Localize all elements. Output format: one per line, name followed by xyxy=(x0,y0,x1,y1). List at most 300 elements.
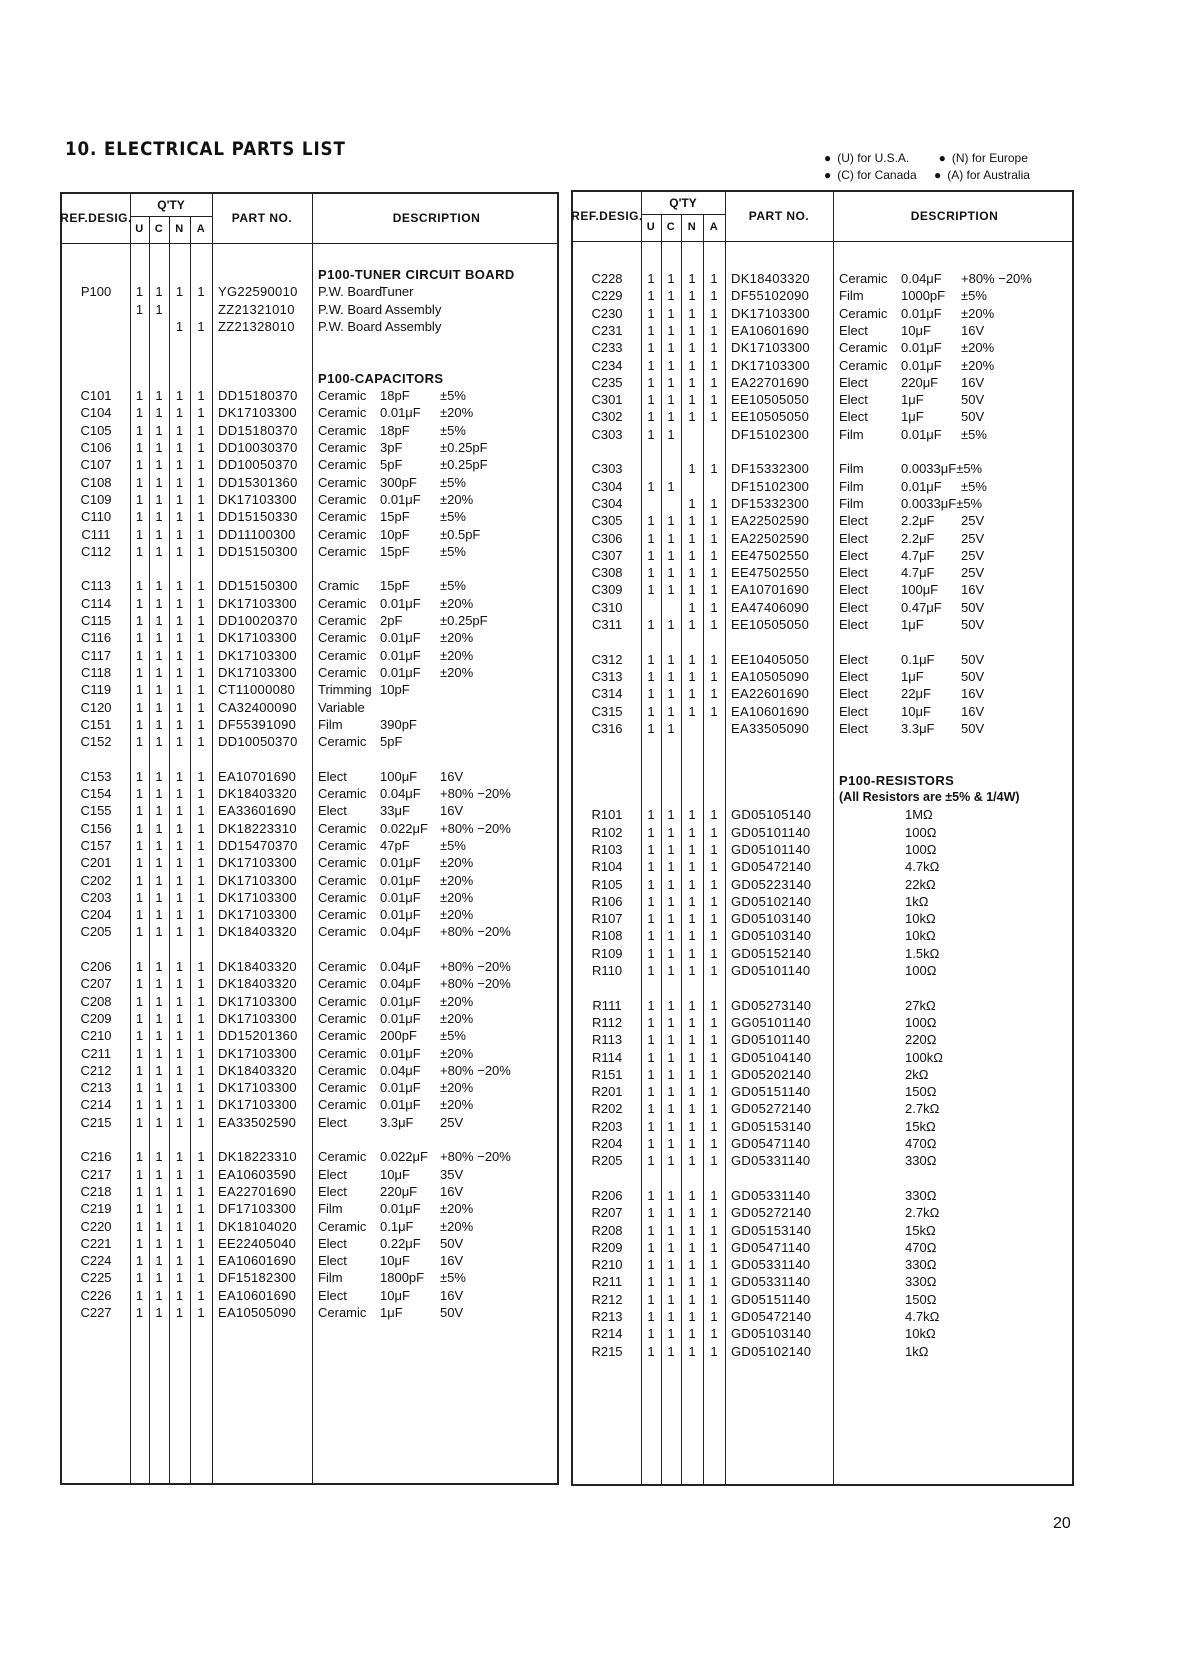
header-ref-line2: DESIG. xyxy=(599,209,643,223)
ref-desig: R111 xyxy=(592,997,622,1013)
qty-a: 1 xyxy=(197,1149,205,1165)
part-value: 0.1μF xyxy=(901,651,935,667)
table-row xyxy=(573,495,1072,512)
qty-n: 1 xyxy=(175,1253,184,1269)
header-c: C xyxy=(154,223,164,235)
part-number: DD10050370 xyxy=(218,457,298,473)
qty-n: 1 xyxy=(175,1080,184,1096)
part-value: 0.04μF xyxy=(901,271,942,286)
qty-u: 1 xyxy=(647,478,655,494)
qty-u: 1 xyxy=(647,617,655,632)
ref-desig: R214 xyxy=(591,1326,623,1342)
part-number: EE10505050 xyxy=(731,392,810,408)
table-row xyxy=(62,404,557,421)
part-value: 0.01μF xyxy=(380,595,421,611)
part-number: EE47502550 xyxy=(731,565,810,581)
qty-u: 1 xyxy=(647,963,655,978)
part-value: 0.01μF xyxy=(901,340,942,356)
qty-n: 1 xyxy=(175,440,184,455)
ref-desig: C233 xyxy=(591,340,623,356)
qty-u: 1 xyxy=(135,1235,144,1251)
ref-desig: C220 xyxy=(80,1218,112,1234)
part-value: 10μF xyxy=(901,322,931,338)
ref-desig: C308 xyxy=(591,565,623,581)
part-number: GD05471140 xyxy=(731,1239,811,1255)
qty-n: 1 xyxy=(175,1149,184,1165)
qty-c: 1 xyxy=(667,565,675,581)
table-row xyxy=(62,923,557,940)
part-type: Ceramic xyxy=(318,543,367,559)
qty-u: 1 xyxy=(647,841,655,857)
qty-u: 1 xyxy=(647,1239,655,1255)
part-type: Ceramic xyxy=(318,1080,367,1096)
part-type: Elect xyxy=(839,513,868,529)
table-row xyxy=(573,512,1072,529)
part-value: Tuner xyxy=(380,284,414,300)
qty-n: 1 xyxy=(688,599,696,615)
part-value: 0.01μF xyxy=(380,630,421,646)
qty-n: 1 xyxy=(688,807,696,823)
table-row xyxy=(62,422,557,439)
part-number: GD05101140 xyxy=(731,824,811,840)
qty-a: 1 xyxy=(197,474,205,490)
legend-usa: (U) for U.S.A. xyxy=(837,151,910,165)
part-number: DK17103300 xyxy=(218,855,297,871)
part-rating: 16V xyxy=(961,686,985,702)
qty-a: 1 xyxy=(710,1032,718,1048)
part-type: P.W. Board Assembly xyxy=(318,301,442,317)
qty-n: 1 xyxy=(688,1274,696,1290)
ref-desig: R207 xyxy=(591,1205,623,1221)
part-number: GD05153140 xyxy=(731,1222,812,1238)
part-rating: ±20% xyxy=(440,1218,474,1234)
part-number: GD05102140 xyxy=(731,1343,812,1359)
ref-desig: C154 xyxy=(80,786,112,801)
qty-a: 1 xyxy=(197,786,205,801)
qty-a: 1 xyxy=(710,703,718,719)
table-row xyxy=(62,802,557,819)
part-value: 0.0033μF±5% xyxy=(901,461,983,477)
part-rating: 50V xyxy=(961,668,985,684)
part-type: Elect xyxy=(318,1183,347,1199)
qty-n: 1 xyxy=(175,543,184,559)
qty-a: 1 xyxy=(710,461,718,477)
part-type: Elect xyxy=(839,703,868,719)
part-rating: 50V xyxy=(440,1235,464,1251)
ref-desig: C309 xyxy=(591,582,623,598)
header-part-no: PART NO. xyxy=(231,211,293,225)
qty-u: 1 xyxy=(647,1309,655,1324)
part-value: 0.01μF xyxy=(380,1045,421,1061)
part-type: Elect xyxy=(318,768,347,784)
qty-a: 1 xyxy=(197,509,205,525)
table-row xyxy=(573,391,1072,408)
qty-n: 1 xyxy=(175,526,184,542)
part-value: 0.01μF xyxy=(901,357,942,373)
ref-desig: R108 xyxy=(591,928,623,944)
part-rating: 25V xyxy=(961,513,985,529)
table-row xyxy=(62,318,557,335)
qty-c: 1 xyxy=(667,686,675,702)
qty-u: 1 xyxy=(135,682,144,698)
qty-n: 1 xyxy=(688,1032,696,1048)
qty-c: 1 xyxy=(667,340,675,356)
qty-c: 1 xyxy=(667,1136,675,1151)
qty-c: 1 xyxy=(155,786,163,801)
qty-c: 1 xyxy=(667,1032,675,1048)
qty-n: 1 xyxy=(688,305,696,321)
qty-n: 1 xyxy=(688,1118,696,1134)
qty-a: 1 xyxy=(197,1062,205,1078)
qty-u: 1 xyxy=(135,734,144,750)
qty-a: 1 xyxy=(197,1183,205,1199)
table-row xyxy=(62,1027,557,1044)
qty-a: 1 xyxy=(710,963,718,978)
part-number: GD05103140 xyxy=(731,1326,812,1342)
ref-desig: C208 xyxy=(80,993,112,1009)
qty-n: 1 xyxy=(688,1257,696,1273)
qty-c: 1 xyxy=(155,993,163,1009)
qty-n: 1 xyxy=(175,716,184,732)
table-row xyxy=(62,1114,557,1131)
part-number: DK18223310 xyxy=(218,1149,297,1165)
qty-u: 1 xyxy=(647,1014,655,1030)
ref-desig: C219 xyxy=(80,1201,112,1217)
part-rating: ±5% xyxy=(440,578,466,594)
qty-c: 1 xyxy=(155,578,163,594)
part-type: Ceramic xyxy=(318,976,367,992)
ref-desig: C315 xyxy=(591,703,623,719)
qty-a: 1 xyxy=(197,543,205,559)
part-rating: ±20% xyxy=(440,907,474,923)
part-number: GD05202140 xyxy=(731,1066,812,1082)
table-row xyxy=(62,906,557,923)
qty-u: 1 xyxy=(135,509,144,525)
part-number: GD05153140 xyxy=(731,1118,812,1134)
part-number: GD05101140 xyxy=(731,1032,811,1048)
ref-desig: C115 xyxy=(80,613,112,628)
table-row xyxy=(62,993,557,1010)
part-type: Elect xyxy=(839,668,868,684)
qty-n: 1 xyxy=(688,1153,696,1169)
part-rating: 50V xyxy=(961,599,985,615)
part-rating: ±0.25pF xyxy=(440,440,488,455)
qty-c: 1 xyxy=(155,440,163,455)
part-type: Ceramic xyxy=(318,959,367,974)
ref-desig: R202 xyxy=(591,1101,623,1117)
qty-n: 1 xyxy=(688,1326,696,1342)
qty-a: 1 xyxy=(710,1326,718,1342)
part-value: 0.022μF xyxy=(380,820,428,836)
resistance-value: 100Ω xyxy=(905,963,937,978)
part-rating: ±5% xyxy=(961,288,987,304)
header-description: DESCRIPTION xyxy=(910,209,999,223)
part-value: 0.01μF xyxy=(380,491,421,507)
part-value: 0.04μF xyxy=(380,924,421,940)
part-number: GD05104140 xyxy=(731,1049,812,1065)
qty-u: 1 xyxy=(135,664,144,680)
qty-c: 1 xyxy=(155,647,163,663)
qty-a: 1 xyxy=(710,409,718,425)
qty-u: 1 xyxy=(647,928,655,944)
part-number: DK17103300 xyxy=(731,305,810,321)
qty-u: 1 xyxy=(135,786,144,801)
header-a: A xyxy=(196,223,206,235)
resistance-value: 100kΩ xyxy=(905,1049,943,1065)
ref-desig: C218 xyxy=(80,1183,112,1199)
table-row xyxy=(573,1049,1072,1066)
part-type: Ceramic xyxy=(318,457,367,473)
table-row xyxy=(573,703,1072,720)
ref-desig: C229 xyxy=(591,288,623,304)
ref-desig: R114 xyxy=(591,1049,623,1065)
qty-a: 1 xyxy=(197,1253,205,1269)
part-value: 0.01μF xyxy=(380,855,421,871)
qty-c: 1 xyxy=(667,305,675,321)
qty-c: 1 xyxy=(667,1205,675,1221)
part-number: GD05103140 xyxy=(731,911,812,927)
qty-u: 1 xyxy=(135,1201,144,1217)
qty-c: 1 xyxy=(155,543,163,559)
qty-a: 1 xyxy=(197,1218,205,1234)
qty-c: 1 xyxy=(667,859,675,875)
qty-c: 1 xyxy=(667,928,675,944)
part-type: Elect xyxy=(839,582,868,598)
qty-n: 1 xyxy=(688,1049,696,1065)
ref-desig: C313 xyxy=(591,668,623,684)
qty-n: 1 xyxy=(175,491,184,507)
part-type: Ceramic xyxy=(318,509,367,525)
part-value: 0.01μF xyxy=(901,426,942,442)
qty-c: 1 xyxy=(667,1222,675,1238)
qty-a: 1 xyxy=(710,668,718,684)
part-type: Ceramic xyxy=(318,526,367,542)
section-heading: P100-TUNER CIRCUIT BOARD xyxy=(318,267,515,282)
qty-u: 1 xyxy=(135,440,144,455)
part-value: 10μF xyxy=(901,703,931,719)
qty-u: 1 xyxy=(647,807,655,823)
qty-u: 1 xyxy=(647,1136,655,1151)
table-row xyxy=(62,768,557,785)
qty-a: 1 xyxy=(197,664,205,680)
part-value: 2.2μF xyxy=(901,530,935,546)
part-type: Elect xyxy=(318,1235,347,1251)
qty-u: 1 xyxy=(135,803,144,819)
qty-u: 1 xyxy=(647,340,655,356)
part-number: DK17103300 xyxy=(218,1010,297,1026)
resistance-value: 220Ω xyxy=(905,1032,937,1048)
ref-desig: R106 xyxy=(591,893,623,909)
part-number: DK17103300 xyxy=(218,889,297,905)
table-row xyxy=(573,339,1072,356)
part-value: 3pF xyxy=(380,440,403,455)
qty-u: 1 xyxy=(647,720,655,736)
part-type: Ceramic xyxy=(318,613,367,628)
qty-a: 1 xyxy=(710,392,718,408)
table-row xyxy=(62,1269,557,1286)
qty-a: 1 xyxy=(197,959,205,974)
qty-c: 1 xyxy=(667,1291,675,1307)
legend-australia: (A) for Australia xyxy=(947,168,1030,182)
qty-c: 1 xyxy=(667,807,675,823)
qty-a: 1 xyxy=(197,855,205,871)
qty-u: 1 xyxy=(647,1274,655,1290)
part-type: Elect xyxy=(839,599,868,615)
qty-n: 1 xyxy=(175,803,184,819)
part-rating: 50V xyxy=(961,409,985,425)
qty-a: 1 xyxy=(710,1153,718,1169)
qty-c: 1 xyxy=(667,547,675,563)
part-number: EA33505090 xyxy=(731,720,810,736)
part-rating: ±5% xyxy=(440,474,466,490)
part-value: 0.01μF xyxy=(380,405,421,421)
resistance-value: 470Ω xyxy=(905,1239,937,1255)
qty-n: 1 xyxy=(175,1028,184,1044)
table-row xyxy=(62,872,557,889)
qty-c: 1 xyxy=(155,595,163,611)
qty-n: 1 xyxy=(688,876,696,892)
part-type: Ceramic xyxy=(839,271,888,286)
part-number: EA22701690 xyxy=(731,374,810,390)
ref-desig: R151 xyxy=(591,1066,623,1082)
qty-c: 1 xyxy=(155,1028,163,1044)
resistance-value: 15kΩ xyxy=(905,1222,936,1238)
part-rating: ±20% xyxy=(440,664,474,680)
qty-a: 1 xyxy=(197,716,205,732)
qty-u: 1 xyxy=(135,1149,144,1165)
qty-u: 1 xyxy=(135,699,144,715)
qty-u: 1 xyxy=(647,1343,655,1359)
part-rating: ±5% xyxy=(440,1028,466,1044)
qty-a: 1 xyxy=(710,1014,718,1030)
part-rating: ±0.25pF xyxy=(440,457,488,473)
qty-n: 1 xyxy=(688,1101,696,1117)
qty-u: 1 xyxy=(647,859,655,875)
qty-n: 1 xyxy=(175,457,184,473)
qty-c: 1 xyxy=(155,491,163,507)
qty-u: 1 xyxy=(647,305,655,321)
qty-n: 1 xyxy=(175,405,184,421)
part-type: Ceramic xyxy=(318,491,367,507)
qty-c: 1 xyxy=(667,1274,675,1290)
ref-desig: C227 xyxy=(80,1305,112,1320)
part-number: EE22405040 xyxy=(218,1235,297,1251)
table-row xyxy=(573,1291,1072,1308)
part-value: 0.22μF xyxy=(380,1235,421,1251)
qty-u: 1 xyxy=(135,1010,144,1026)
qty-u: 1 xyxy=(135,889,144,905)
table-row xyxy=(573,460,1072,477)
part-number: GD05331140 xyxy=(731,1274,811,1290)
qty-c: 1 xyxy=(155,872,163,888)
qty-n: 1 xyxy=(688,1239,696,1255)
table-row xyxy=(573,1256,1072,1273)
page-number: 20 xyxy=(1053,1515,1071,1532)
table-row xyxy=(62,837,557,854)
part-number: DD10020370 xyxy=(218,613,298,628)
qty-u: 1 xyxy=(135,1062,144,1078)
qty-c: 1 xyxy=(155,959,163,974)
part-number: DD15180370 xyxy=(218,422,298,438)
header-u: U xyxy=(646,221,656,233)
qty-u: 1 xyxy=(135,924,144,940)
table-row xyxy=(573,564,1072,581)
part-value: 10μF xyxy=(380,1287,410,1303)
qty-u: 1 xyxy=(647,565,655,581)
part-value: 1μF xyxy=(380,1305,403,1320)
part-type: Ceramic xyxy=(318,820,367,836)
qty-n: 1 xyxy=(175,422,184,438)
part-value: 4.7μF xyxy=(901,565,935,581)
table-row xyxy=(62,699,557,716)
qty-c: 1 xyxy=(667,374,675,390)
table-row xyxy=(62,508,557,525)
part-type: Ceramic xyxy=(318,837,367,853)
part-number: EA33502590 xyxy=(218,1114,297,1130)
resistance-value: 470Ω xyxy=(905,1136,937,1151)
qty-c: 1 xyxy=(155,1235,163,1251)
part-value: 220μF xyxy=(901,374,939,390)
table-row xyxy=(62,716,557,733)
qty-n: 1 xyxy=(175,959,184,974)
qty-a: 1 xyxy=(197,422,205,438)
part-value: 0.022μF xyxy=(380,1149,428,1165)
part-type: Ceramic xyxy=(839,305,888,321)
part-number: EA22701690 xyxy=(218,1183,297,1199)
part-number: DF55102090 xyxy=(731,288,810,304)
ref-desig: C152 xyxy=(80,734,112,750)
table-row xyxy=(62,301,557,318)
qty-n: 1 xyxy=(688,1291,696,1307)
qty-n: 1 xyxy=(175,768,184,784)
table-row xyxy=(573,1135,1072,1152)
qty-u: 1 xyxy=(647,322,655,338)
ref-desig: R107 xyxy=(591,911,623,927)
qty-c: 1 xyxy=(155,405,163,421)
qty-a: 1 xyxy=(710,686,718,702)
part-number: EE47502550 xyxy=(731,547,810,563)
part-rating: ±20% xyxy=(440,595,474,611)
part-rating: 50V xyxy=(961,617,985,632)
table-row xyxy=(62,820,557,837)
ref-desig: C213 xyxy=(80,1080,112,1096)
qty-c: 1 xyxy=(155,1097,163,1113)
part-rating: ±20% xyxy=(440,630,474,646)
part-type: Ceramic xyxy=(318,474,367,490)
part-rating: ±5% xyxy=(440,422,466,438)
part-number: CA32400090 xyxy=(218,699,297,715)
ref-desig: C202 xyxy=(80,872,112,888)
qty-c: 1 xyxy=(667,1066,675,1082)
qty-c: 1 xyxy=(155,768,163,784)
qty-c: 1 xyxy=(667,1309,675,1324)
qty-n: 1 xyxy=(688,288,696,304)
qty-u: 1 xyxy=(135,1305,144,1320)
ref-desig: R203 xyxy=(591,1118,623,1134)
part-type: Ceramic xyxy=(318,872,367,888)
qty-u: 1 xyxy=(647,911,655,927)
bullet-icon: ● xyxy=(824,151,832,165)
qty-a: 1 xyxy=(710,1066,718,1082)
ref-desig: R213 xyxy=(591,1309,623,1324)
part-type: Variable xyxy=(318,699,365,715)
qty-a: 1 xyxy=(710,1101,718,1117)
table-row xyxy=(573,374,1072,391)
part-number: DK17103300 xyxy=(218,1045,297,1061)
qty-a: 1 xyxy=(197,734,205,750)
header-qty: Q'TY xyxy=(669,196,697,210)
part-number: DK17103300 xyxy=(218,647,297,663)
